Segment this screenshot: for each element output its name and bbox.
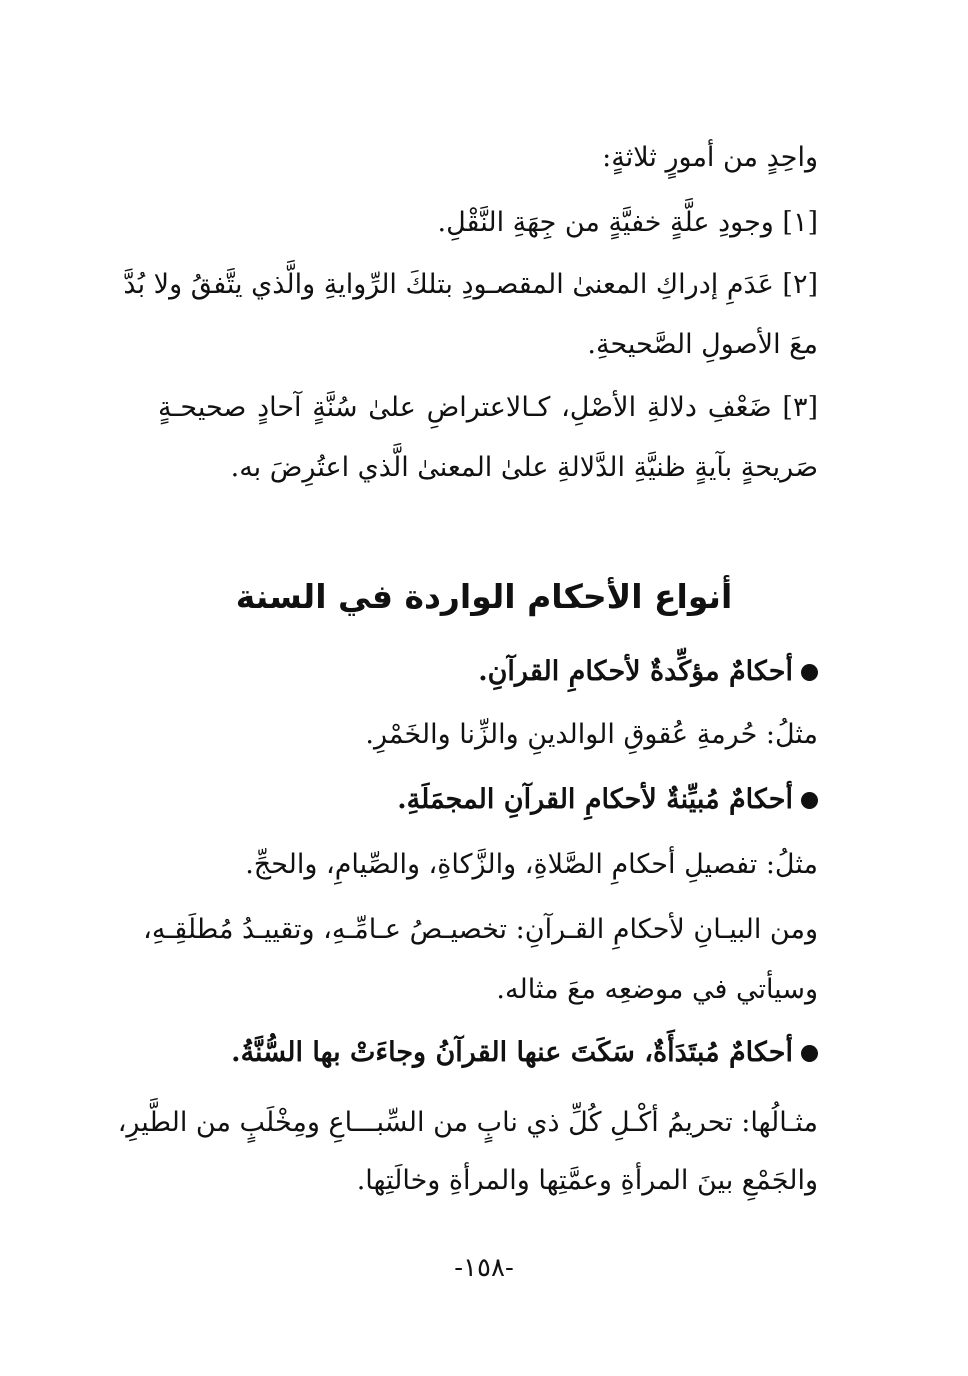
reason-3-line-1: [٣] ضَعْفِ دلالةِ الأصْلِ، كـالاعتراضِ علىٰ سُنَّةٍ آحادٍ صحيحـةٍ — [158, 392, 818, 423]
bullet-dot-icon — [801, 792, 818, 809]
item-3-example-line-1: مثـالُها: تحريمُ أكْـلِ كُلِّ ذي نابٍ من السِّبـــاعِ ومِخْلَبٍ من الطَّيرِ، — [117, 1107, 818, 1138]
bullet-dot-icon — [801, 664, 818, 681]
bullet-item-3 — [158, 1033, 818, 1073]
intro-line: واحِدٍ من أمورٍ ثلاثةٍ: — [602, 142, 818, 173]
reason-2-line-2: معَ الأصولِ الصَّحيحةِ. — [587, 329, 818, 360]
bullet-dot-icon — [801, 1045, 818, 1062]
item-2-note-line-1: ومن البيـانِ لأحكامِ القـرآنِ: تخصيـصُ عـامِّـهِ، وتقييـدُ مُطلَقِـهِ، — [143, 914, 818, 945]
section-heading: أنواع الأحكام الواردة في السنة — [235, 577, 733, 616]
bullet-item-2 — [158, 780, 818, 820]
item-2-example: مثلُ: تفصيلِ أحكامِ الصَّلاةِ، والزَّكاةِ، والصِّيامِ، والحجِّ. — [245, 849, 818, 880]
reason-3-line-2: صَريحةٍ بآيةٍ ظنيَّةِ الدَّلالةِ علىٰ المعنىٰ الَّذي اعتُرِضَ به. — [230, 452, 818, 483]
reason-2-line-1: [٢] عَدَمِ إدراكِ المعنىٰ المقصـودِ بتلكَ الرِّوايةِ والَّذي يتَّفقُ ولا بُدَّ — [123, 269, 818, 300]
bullet-item-3-text: أحكامٌ مُبتَدَأَةٌ، سَكَتَ عنها القرآنُ وجاءَتْ بها السُّنَّةُ. — [231, 1037, 793, 1068]
bullet-item-2-text: أحكامٌ مُبيِّنةٌ لأحكامِ القرآنِ المجمَلَةِ. — [397, 784, 793, 815]
item-1-example: مثلُ: حُرمةِ عُقوقِ الوالدينِ والزِّنا والخَمْرِ. — [365, 719, 818, 750]
reason-1: [١] وجودِ علَّةٍ خفيَّةٍ من جِهَةِ النَّقْلِ. — [437, 207, 818, 238]
bullet-item-1 — [158, 652, 818, 692]
item-3-example-line-2: والجَمْعِ بينَ المرأةِ وعمَّتِها والمرأةِ وخالَتِها. — [356, 1165, 818, 1196]
bullet-item-1-text: أحكامٌ مؤكِّدةٌ لأحكامِ القرآنِ. — [478, 656, 793, 687]
page-number: -١٥٨- — [454, 1253, 514, 1283]
item-2-note-line-2: وسيأتي في موضعِه معَ مثاله. — [496, 974, 818, 1005]
